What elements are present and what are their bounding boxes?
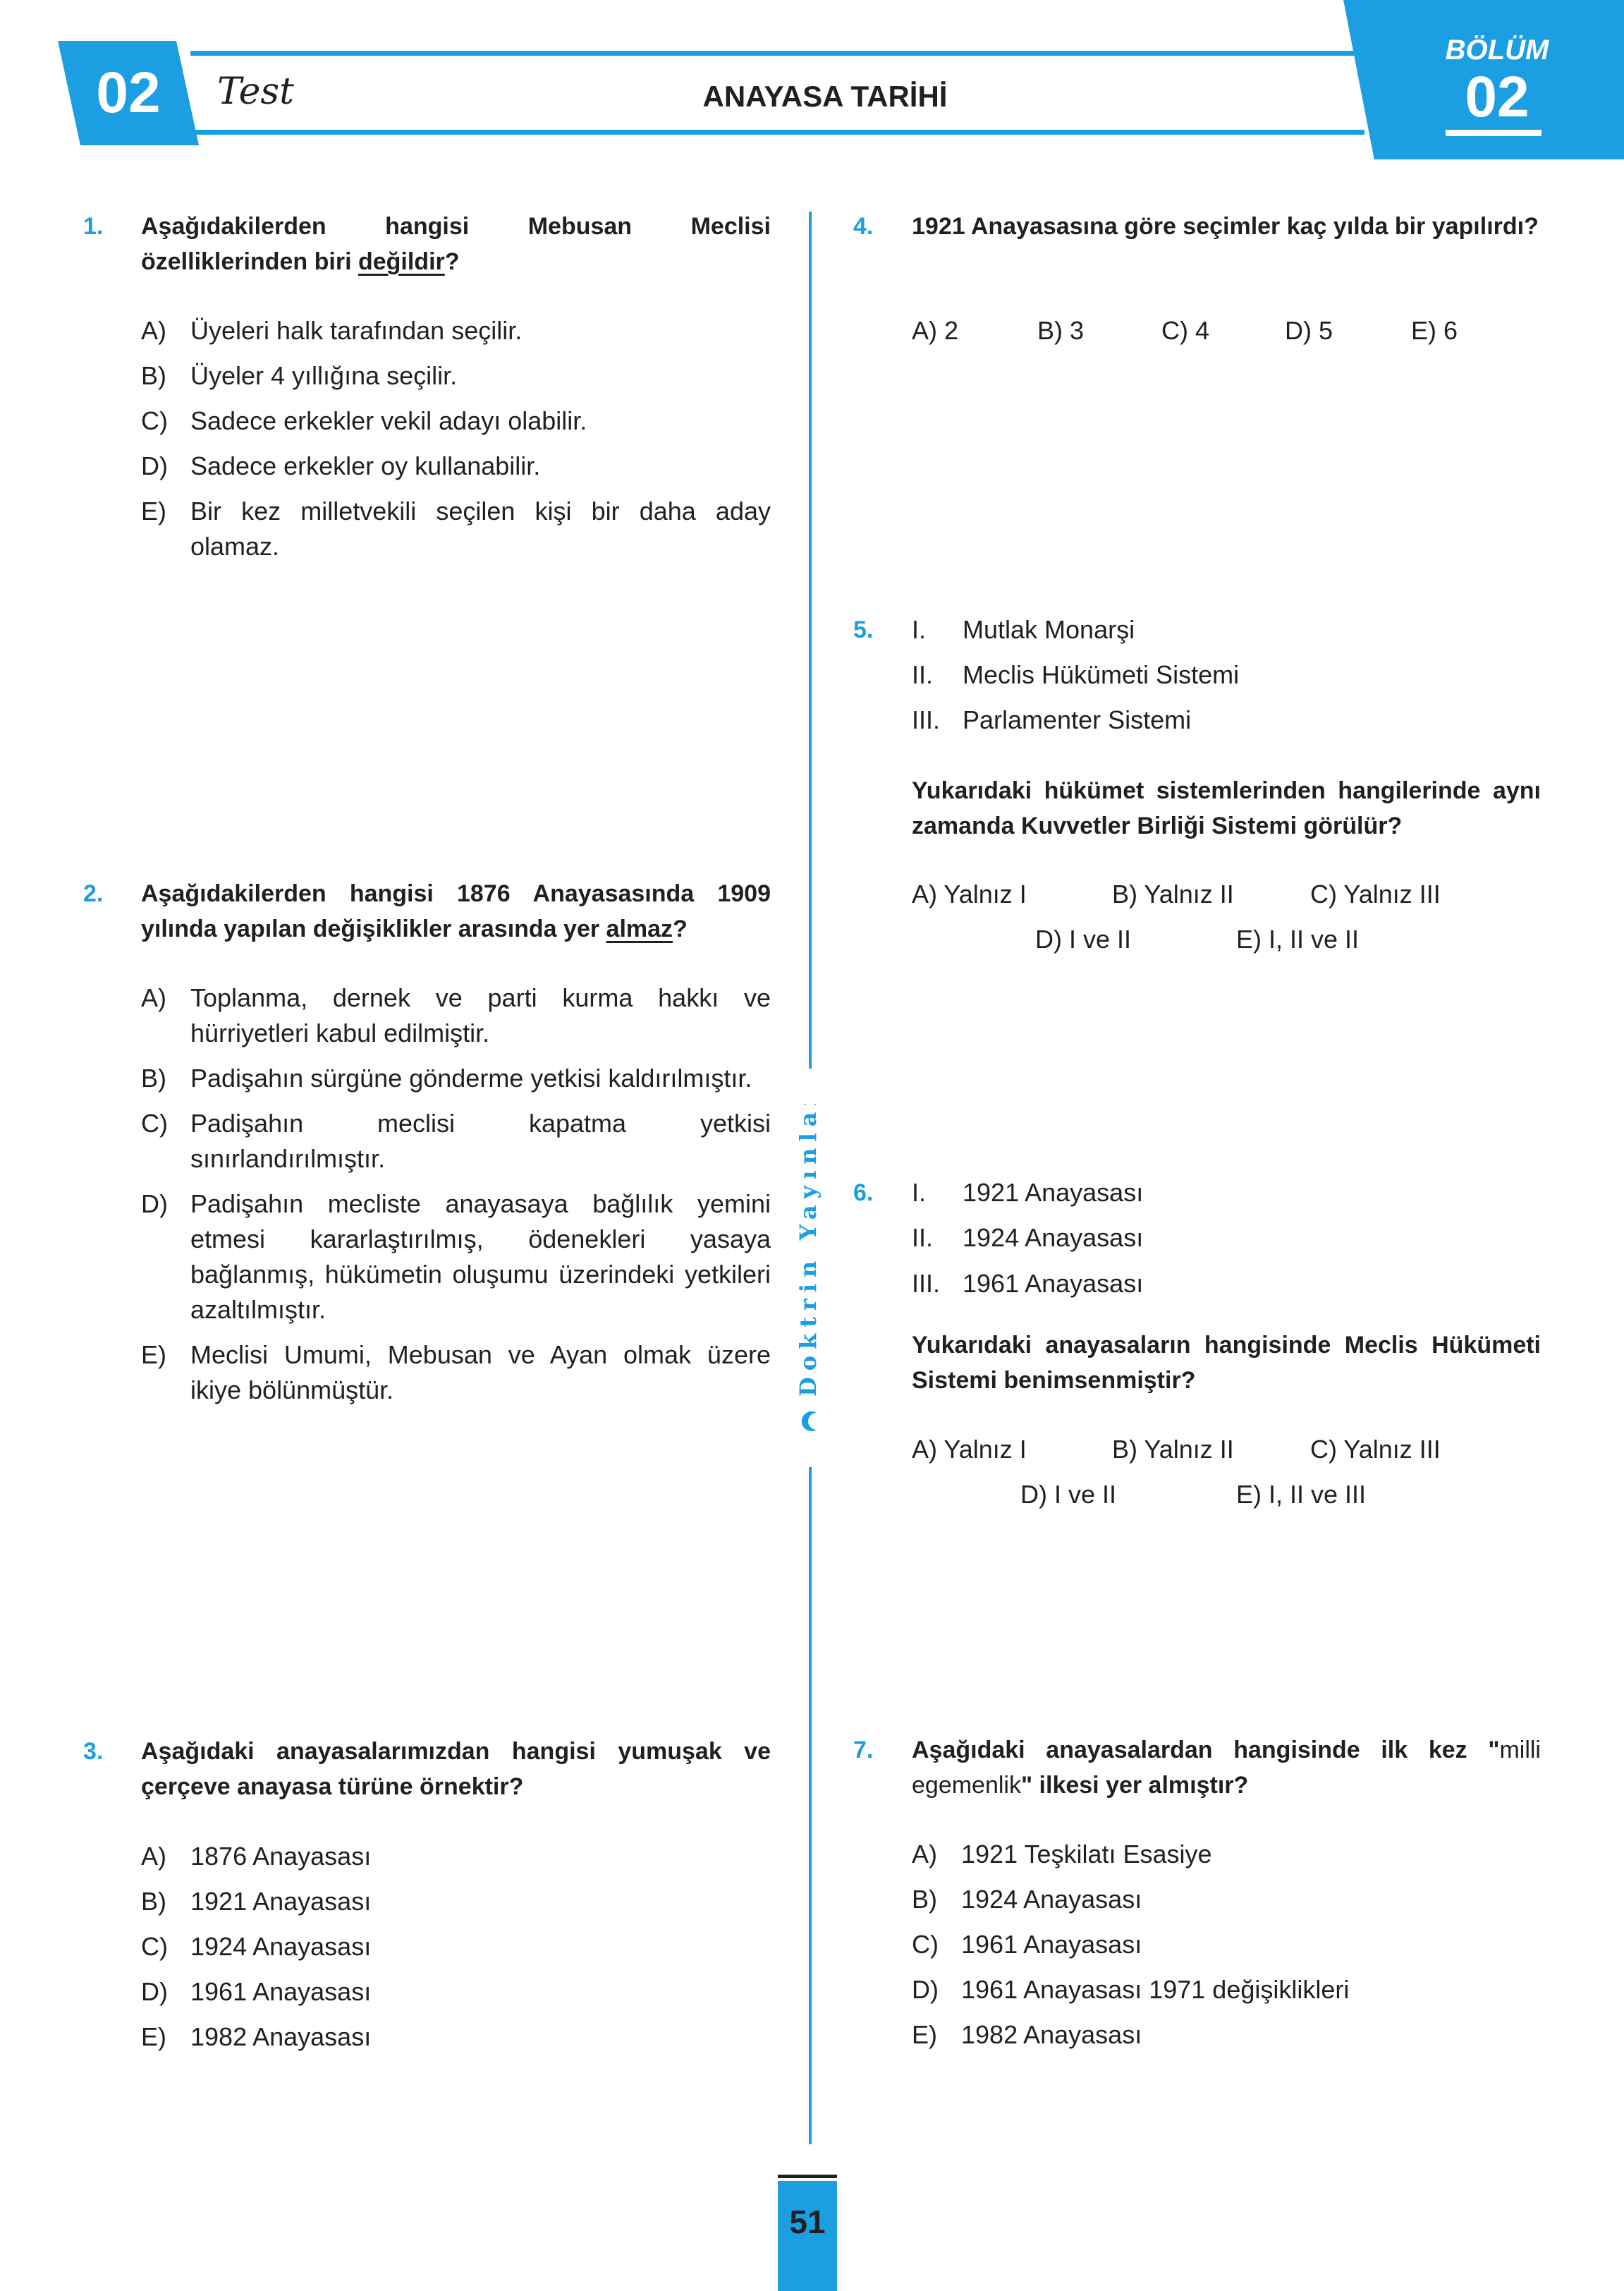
question-2-option-c[interactable]: C) Padişahın meclisi kapatma yetkisi sınırlandırılmıştır. — [141, 1109, 771, 1173]
question-7-option-d[interactable]: D) 1961 Anayasası 1971 değişiklikleri — [912, 1975, 1350, 2004]
question-6-option-c[interactable]: C) Yalnız III — [1310, 1435, 1441, 1464]
page-title: ANAYASA TARİHİ — [702, 80, 948, 113]
question-5-item-1: I. Mutlak Monarşi — [912, 615, 1135, 644]
question-5-option-c[interactable]: C) Yalnız III — [1310, 880, 1441, 909]
question-1-option-d[interactable]: D) Sadece erkekler oy kullanabilir. — [141, 451, 541, 480]
question-7-quoted-term: milli egemenlik — [912, 1737, 1541, 1799]
question-4-number: 4. — [853, 213, 874, 240]
question-2-option-e[interactable]: E) Meclisi Umumi, Mebusan ve Ayan olmak üzere ikiye bölünmüştür. — [141, 1340, 771, 1404]
question-4-option-b[interactable]: B) 3 — [1037, 316, 1085, 345]
question-2-stem: Aşağıdakilerden hangisi 1876 Anayasasında 1909 yılında yapılan değişiklikler arasında yer almaz? — [141, 880, 771, 942]
crescent-icon — [802, 1411, 817, 1431]
question-1-option-c[interactable]: C) Sadece erkekler vekil adayı olabilir. — [141, 406, 587, 435]
question-5-option-b[interactable]: B) Yalnız II — [1112, 880, 1234, 909]
test-number: 02 — [96, 61, 161, 125]
publisher-watermark — [788, 1104, 831, 1435]
question-2-number: 2. — [83, 880, 104, 907]
question-2-negation: almaz — [606, 916, 673, 942]
question-7-option-b[interactable]: B) 1924 Anayasası — [912, 1885, 1142, 1914]
question-2-option-d[interactable]: D) Padişahın mecliste anayasaya bağlılık yemini etmesi kararlaştırılmış, ödenekleri yasaya bağlanmış, hükümetin oluşumu üzerindeki yetkileri azaltılmıştır. — [141, 1189, 771, 1324]
section-underline — [1446, 130, 1541, 136]
question-4-option-d[interactable]: D) 5 — [1285, 316, 1333, 345]
page-number-rule — [778, 2175, 837, 2178]
question-5-item-2: II. Meclis Hükümeti Sistemi — [912, 660, 1240, 689]
header-top-rule — [190, 51, 1364, 56]
publisher-logo — [788, 1104, 831, 1435]
question-3-stem: Aşağıdaki anayasalarımızdan hangisi yumuşak ve çerçeve anayasa türüne örnektir? — [141, 1738, 771, 1800]
question-3-number: 3. — [83, 1738, 104, 1765]
question-3-option-b[interactable]: B) 1921 Anayasası — [141, 1887, 372, 1916]
question-5-option-e[interactable]: E) I, II ve II — [1236, 925, 1360, 954]
question-2-option-b[interactable]: B) Padişahın sürgüne gönderme yetkisi kaldırılmıştır. — [141, 1064, 752, 1093]
question-7-option-a[interactable]: A) 1921 Teşkilatı Esasiye — [912, 1840, 1212, 1868]
question-3-option-c[interactable]: C) 1924 Anayasası — [141, 1932, 372, 1961]
section-label: BÖLÜM — [1445, 35, 1549, 66]
question-1-option-a[interactable]: A) Üyeleri halk tarafından seçilir. — [141, 316, 523, 345]
question-1-option-b[interactable]: B) Üyeler 4 yıllığına seçilir. — [141, 361, 458, 390]
question-5-number: 5. — [853, 616, 874, 643]
question-5-option-d[interactable]: D) I ve II — [1035, 925, 1132, 954]
question-4-option-a[interactable]: A) 2 — [912, 316, 959, 345]
question-6-option-e[interactable]: E) I, II ve III — [1236, 1480, 1367, 1509]
question-3-option-a[interactable]: A) 1876 Anayasası — [141, 1842, 372, 1871]
test-label: Test — [217, 71, 295, 113]
question-1-number: 1. — [83, 213, 104, 240]
publisher-name: Doktrin Yayınları — [795, 1104, 822, 1397]
question-5-option-a[interactable]: A) Yalnız I — [912, 880, 1027, 909]
section-number: 02 — [1465, 65, 1530, 129]
question-6-stem: Yukarıdaki anayasaların hangisinde Meclis Hükümeti Sistemi benimsenmiştir? — [912, 1332, 1541, 1394]
question-7-option-e[interactable]: E) 1982 Anayasası — [912, 2020, 1142, 2049]
question-6-item-1: I. 1921 Anayasası — [912, 1178, 1144, 1207]
question-7-option-c[interactable]: C) 1961 Anayasası — [912, 1930, 1142, 1959]
question-2-option-a[interactable]: A) Toplanma, dernek ve parti kurma hakkı ve hürriyetleri kabul edilmiştir. — [141, 983, 771, 1047]
question-6-item-3: III. 1961 Anayasası — [912, 1269, 1144, 1298]
question-1-negation: değildir — [358, 248, 445, 275]
column-divider-bottom — [809, 1467, 812, 2144]
question-3-option-d[interactable]: D) 1961 Anayasası — [141, 1977, 372, 2006]
header-bottom-rule — [190, 130, 1364, 135]
question-5-item-3: III. Parlamenter Sistemi — [912, 705, 1192, 734]
question-3-option-e[interactable]: E) 1982 Anayasası — [141, 2022, 372, 2051]
question-6-option-b[interactable]: B) Yalnız II — [1112, 1435, 1234, 1464]
column-divider-top — [809, 212, 812, 1069]
page-number: 51 — [789, 2204, 826, 2240]
question-1-stem: Aşağıdakilerden hangisi Mebusan Meclisi özelliklerinden biri değildir? — [141, 213, 771, 275]
question-6-option-d[interactable]: D) I ve II — [1020, 1480, 1117, 1509]
question-6-number: 6. — [853, 1179, 874, 1206]
question-4-stem: 1921 Anayasasına göre seçimler kaç yılda bir yapılırdı? — [912, 213, 1539, 240]
question-4-option-c[interactable]: C) 4 — [1161, 316, 1210, 345]
question-6-option-a[interactable]: A) Yalnız I — [912, 1435, 1027, 1464]
question-7-stem: Aşağıdaki anayasalardan hangisinde ilk kez "milli egemenlik" ilkesi yer almıştır? — [912, 1737, 1541, 1799]
question-1-option-e[interactable]: E) Bir kez milletvekili seçilen kişi bir daha aday olamaz. — [141, 497, 771, 561]
question-5-stem: Yukarıdaki hükümet sistemlerinden hangilerinde aynı zamanda Kuvvetler Birliği Sistemi görülür? — [912, 777, 1541, 839]
question-6-item-2: II. 1924 Anayasası — [912, 1223, 1144, 1252]
question-7-number: 7. — [853, 1737, 874, 1763]
question-4-option-e[interactable]: E) 6 — [1411, 316, 1458, 345]
